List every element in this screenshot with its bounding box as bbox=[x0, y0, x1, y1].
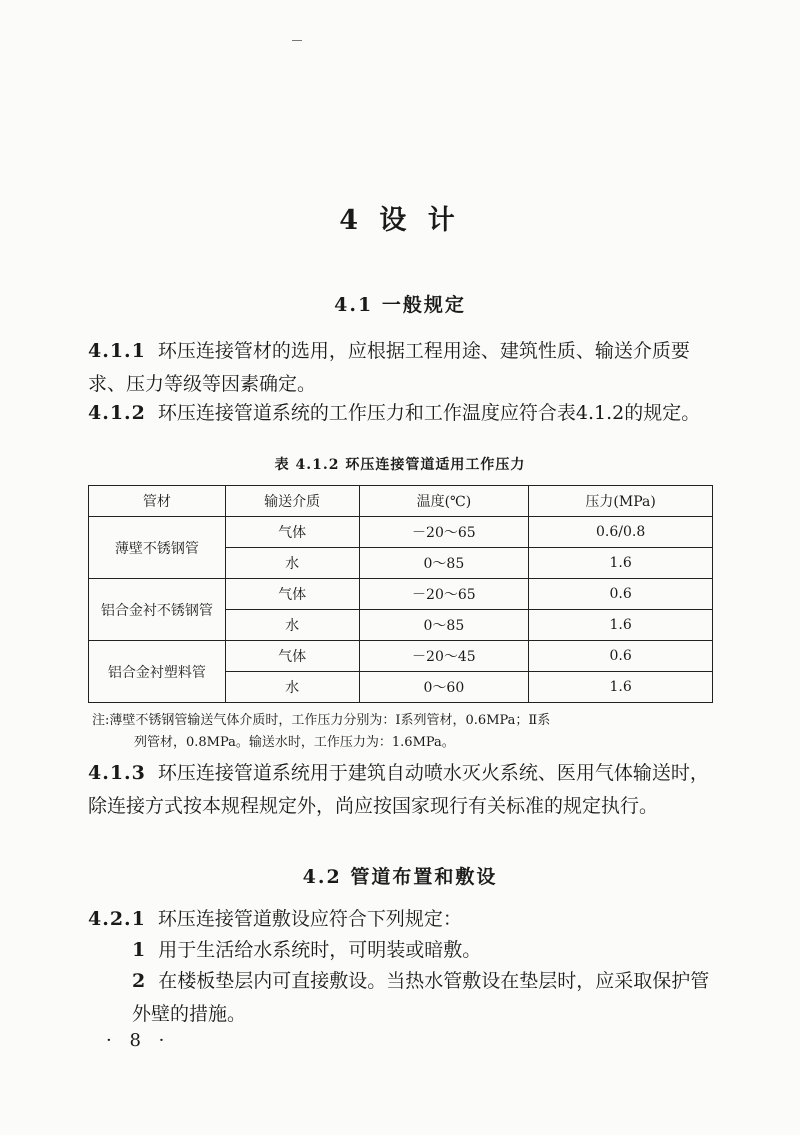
material-cell: 薄壁不锈钢管 bbox=[89, 517, 226, 579]
material-cell: 铝合金衬不锈钢管 bbox=[89, 579, 226, 641]
table-note-line-2: 列管材，0.8MPa。输送水时，工作压力为：1.6MPa。 bbox=[134, 735, 455, 750]
pressure-cell: 1.6 bbox=[529, 610, 713, 641]
clause-number: 4.1.2 bbox=[88, 402, 146, 424]
section-heading-4-1: 4.1 一般规定 bbox=[334, 294, 466, 316]
medium-cell: 水 bbox=[225, 672, 359, 703]
page-number: · 8 · bbox=[106, 1030, 171, 1051]
clause-4-1-1 bbox=[88, 335, 718, 401]
material-cell: 铝合金衬塑料管 bbox=[89, 641, 226, 703]
clause-number: 4.2.1 bbox=[88, 908, 146, 930]
table-row bbox=[89, 579, 713, 610]
pressure-cell: 1.6 bbox=[529, 672, 713, 703]
header-medium: 输送介质 bbox=[225, 486, 359, 517]
clause-text: 环压连接管道敷设应符合下列规定： bbox=[157, 908, 462, 930]
clause-4-1-3 bbox=[88, 757, 718, 823]
temperature-cell: －20～45 bbox=[359, 641, 529, 672]
table-caption: 表 4.1.2 环压连接管道适用工作压力 bbox=[274, 457, 526, 473]
temperature-cell: －20～65 bbox=[359, 517, 529, 548]
temperature-cell: 0～60 bbox=[359, 672, 529, 703]
clause-4-2-1 bbox=[88, 903, 718, 936]
pressure-cell: 0.6 bbox=[529, 641, 713, 672]
temperature-cell: 0～85 bbox=[359, 548, 529, 579]
table-row bbox=[89, 641, 713, 672]
scan-speck bbox=[292, 40, 302, 41]
medium-cell: 气体 bbox=[225, 517, 359, 548]
medium-cell: 气体 bbox=[225, 641, 359, 672]
pressure-cell: 1.6 bbox=[529, 548, 713, 579]
header-material: 管材 bbox=[89, 486, 226, 517]
clause-number: 4.1.3 bbox=[88, 762, 146, 784]
section-heading-4-2: 4.2 管道布置和敷设 bbox=[302, 866, 498, 888]
header-temperature: 温度(℃) bbox=[359, 486, 529, 517]
table-note-line-1: 注:薄壁不锈钢管输送气体介质时，工作压力分别为：Ⅰ系列管材，0.6MPa；Ⅱ系 bbox=[92, 713, 551, 728]
clause-number: 4.1.1 bbox=[88, 340, 146, 362]
pressure-cell: 0.6 bbox=[529, 579, 713, 610]
header-pressure: 压力(MPa) bbox=[529, 486, 713, 517]
chapter-title: 4 设 计 bbox=[339, 205, 461, 236]
item-number: 2 bbox=[132, 970, 147, 992]
clause-text: 环压连接管道系统的工作压力和工作温度应符合表4.1.2的规定。 bbox=[157, 402, 701, 424]
item-number: 1 bbox=[132, 939, 147, 961]
table-note bbox=[92, 710, 712, 754]
list-item bbox=[132, 965, 722, 1031]
clause-text: 环压连接管材的选用，应根据工程用途、建筑性质、输送介质要求、压力等级等因素确定。 bbox=[88, 340, 690, 395]
medium-cell: 水 bbox=[225, 548, 359, 579]
item-text: 在楼板垫层内可直接敷设。当热水管敷设在垫层时，应采取保护管外壁的措施。 bbox=[132, 970, 710, 1025]
medium-cell: 水 bbox=[225, 610, 359, 641]
temperature-cell: －20～65 bbox=[359, 579, 529, 610]
clause-text: 环压连接管道系统用于建筑自动喷水灭火系统、医用气体输送时，除连接方式按本规程规定外，尚应按国家现行有关标准的规定执行。 bbox=[88, 762, 709, 817]
list-item bbox=[132, 934, 722, 967]
item-text: 用于生活给水系统时，可明装或暗敷。 bbox=[158, 939, 482, 961]
table-row bbox=[89, 517, 713, 548]
pressure-cell: 0.6/0.8 bbox=[529, 517, 713, 548]
medium-cell: 气体 bbox=[225, 579, 359, 610]
pressure-table bbox=[88, 485, 713, 703]
table-header-row bbox=[89, 486, 713, 517]
temperature-cell: 0～85 bbox=[359, 610, 529, 641]
clause-4-1-2 bbox=[88, 397, 718, 430]
